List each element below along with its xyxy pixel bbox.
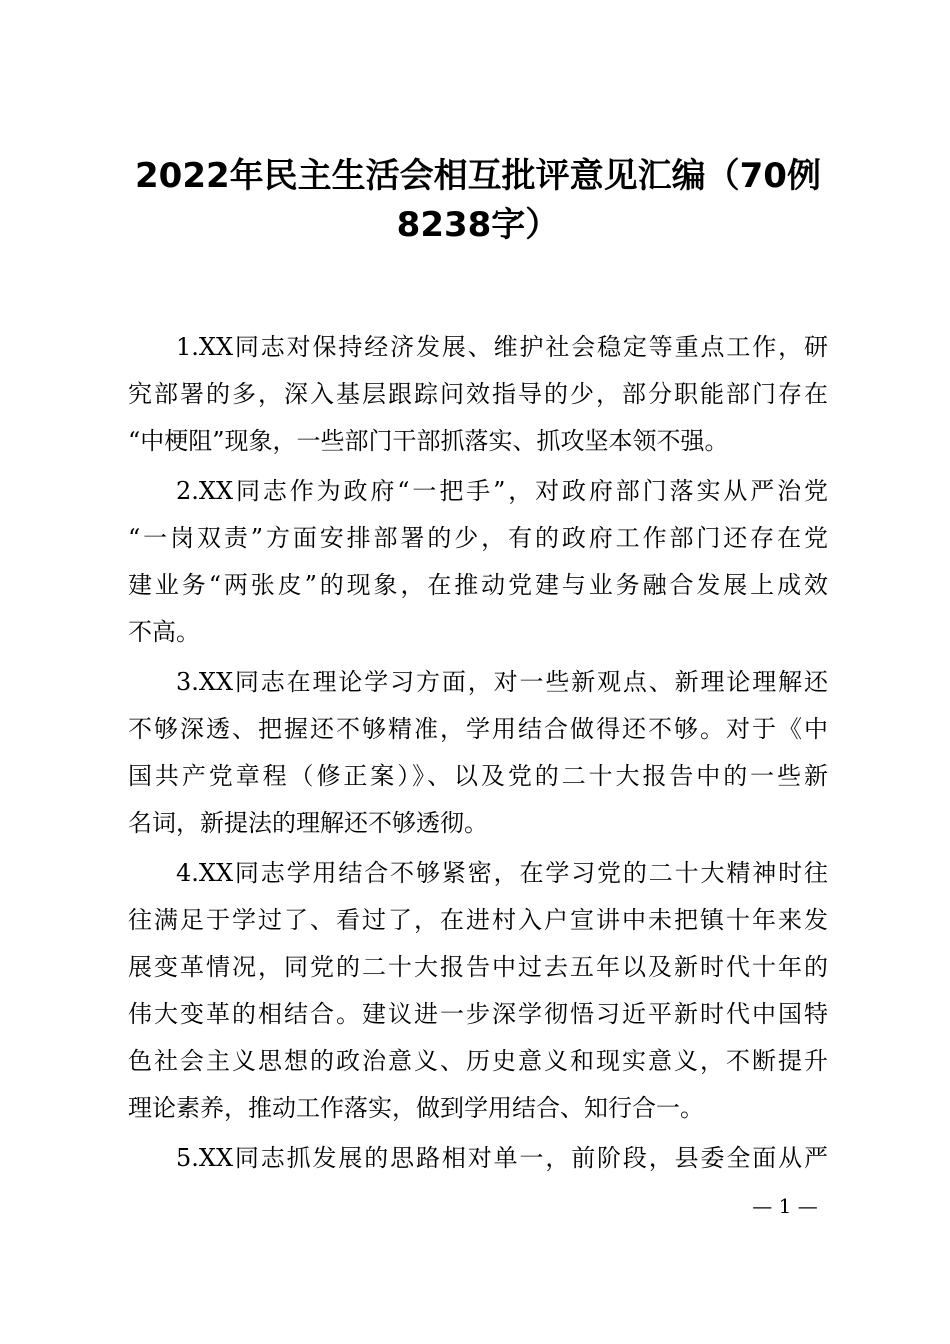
document-title [128, 152, 828, 250]
paragraph-line: 展变革情况，同党的二十大报告中过去五年以及新时代十年的 [128, 953, 828, 981]
paragraph-line: 建业务“两张皮”的现象，在推动党建与业务融合发展上成效 [128, 571, 828, 599]
title-line-1: 2022年民主生活会相互批评意见汇编（70例 [135, 156, 821, 196]
paragraph-line: 不够深透、把握还不够精准，学用结合做得还不够。对于《中 [128, 715, 828, 743]
paragraph-line: 伟大变革的相结合。建议进一步深学彻悟习近平新时代中国特 [128, 1000, 828, 1028]
paragraph-line: 国共产党章程（修正案）》、以及党的二十大报告中的一些新 [128, 762, 828, 790]
paragraph-line: 理论素养，推动工作落实，做到学用结合、知行合一。 [128, 1094, 704, 1122]
paragraph-4 [128, 850, 828, 1132]
paragraph-1 [128, 324, 828, 465]
paragraph-line: 5.XX同志抓发展的思路相对单一，前阶段，县委全面从严 [176, 1144, 828, 1172]
paragraph-line: 不高。 [128, 618, 200, 646]
document-body [128, 324, 828, 1185]
paragraph-3 [128, 659, 828, 847]
paragraph-line: 4.XX同志学用结合不够紧密，在学习党的二十大精神时往 [176, 859, 828, 887]
paragraph-5 [128, 1135, 828, 1182]
paragraph-line: 色社会主义思想的政治意义、历史意义和现实意义，不断提升 [128, 1047, 828, 1075]
paragraph-line: “一岗双责”方面安排部署的少，有的政府工作部门还存在党 [128, 524, 828, 552]
paragraph-line: 名词，新提法的理解还不够透彻。 [128, 809, 488, 837]
title-line-2: 8238字） [396, 205, 560, 245]
paragraph-line: 3.XX同志在理论学习方面，对一些新观点、新理论理解还 [176, 668, 828, 696]
paragraph-line: 往满足于学过了、看过了，在进村入户宣讲中未把镇十年来发 [128, 906, 828, 934]
paragraph-line: 1.XX同志对保持经济发展、维护社会稳定等重点工作，研 [176, 333, 828, 361]
paragraph-line: “中梗阻”现象，一些部门干部抓落实、抓攻坚本领不强。 [128, 427, 729, 455]
page-number: — 1 — [752, 1194, 818, 1218]
paragraph-line: 究部署的多，深入基层跟踪问效指导的少，部分职能部门存在 [128, 380, 828, 408]
paragraph-2 [128, 468, 828, 656]
paragraph-line: 2.XX同志作为政府“一把手”，对政府部门落实从严治党 [176, 477, 828, 505]
